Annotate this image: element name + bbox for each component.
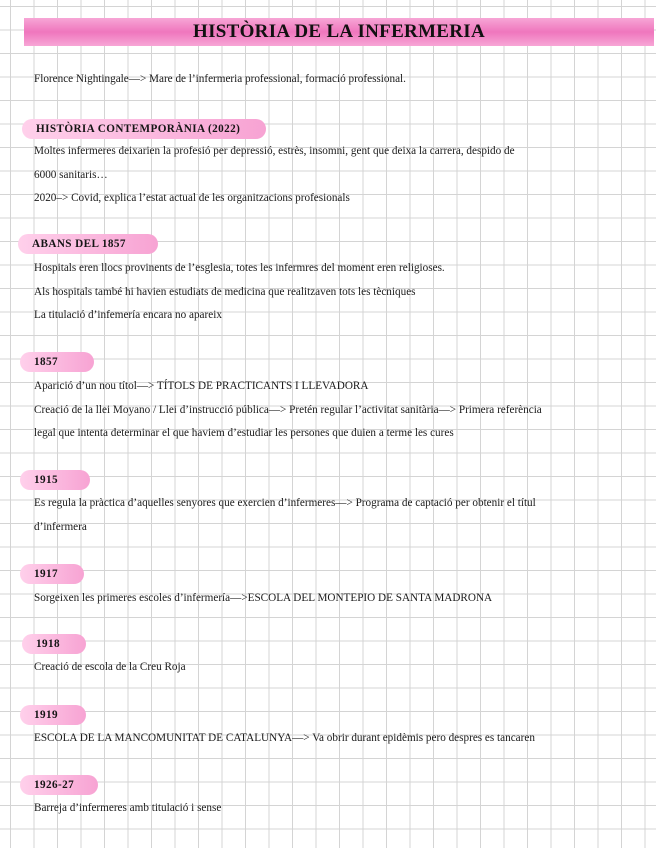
- section-heading: [22, 634, 86, 654]
- section-body: [34, 375, 542, 446]
- section-heading: [22, 119, 266, 139]
- section-line: legal que intenta determinar el que haviem d’estudiar les persones que duien a terme les cures: [34, 427, 454, 439]
- section-heading-label: 1857: [34, 356, 58, 368]
- section-line: Sorgeixen les primeres escoles d’infermería—>ESCOLA DEL MONTEPIO DE SANTA MADRONA: [34, 592, 493, 604]
- section-line: 6000 sanitaris…: [34, 168, 108, 181]
- section-line: Aparició d’un nou títol—> TÍTOLS DE PRACTICANTS I LLEVADORA: [34, 380, 369, 392]
- section-line: Als hospitals també hi havien estudiats de medicina que realitzaven tots les tècniques: [34, 285, 416, 298]
- section-line: La titulació d’infemería encara no apareix: [34, 309, 222, 321]
- section-heading-label: 1917: [34, 568, 58, 580]
- section-line: Hospitals eren llocs provinents de l’esglesia, totes les infermres del moment eren religioses.: [34, 262, 445, 274]
- section-heading-label: 1919: [34, 709, 58, 721]
- section-line: ESCOLA DE LA MANCOMUNITAT DE CATALUNYA—> Va obrir durant epidèmis pero despres es tancaren: [34, 732, 535, 744]
- section-heading: [18, 234, 158, 254]
- section-line: Moltes infermeres deixarien la profesió per depressió, estrès, insomni, gent que deixa la carrera, despido de: [34, 145, 515, 157]
- section-heading-label: 1915: [34, 474, 58, 486]
- section-body: [34, 797, 221, 821]
- section-heading-label: 1926-27: [34, 779, 75, 791]
- section-heading: [20, 470, 90, 490]
- section-heading: [20, 564, 84, 584]
- section-line: Creació de escola de la Creu Roja: [34, 661, 186, 673]
- section-line: Es regula la pràctica d’aquelles senyores que exercien d’infermeres—> Programa de captació per obtenir el títul: [34, 497, 536, 509]
- section-line: 2020–> Covid, explica l’estat actual de les organitzacions profesionals: [34, 192, 350, 204]
- section-heading: [20, 352, 94, 372]
- section-line: d’infermera: [34, 520, 87, 533]
- section-heading: [20, 705, 86, 725]
- section-heading-label: ABANS DEL 1857: [32, 238, 126, 250]
- section-body: [34, 587, 492, 611]
- section-body: [34, 727, 535, 751]
- section-line: Creació de la llei Moyano / Llei d’instrucció pública—> Pretén regular l’activitat sanitària—> Primera referència: [34, 403, 542, 416]
- section-body: [34, 257, 445, 328]
- title-banner: [24, 18, 654, 46]
- section-heading-label: 1918: [36, 638, 60, 650]
- intro-text: Florence Nightingale—> Mare de l’infermeria professional, formació professional.: [34, 73, 406, 85]
- page-title: HISTÒRIA DE LA INFERMERIA: [192, 21, 486, 42]
- section-heading: [20, 775, 98, 795]
- section-line: Barreja d’infermeres amb titulació i sense: [34, 802, 222, 814]
- section-heading-label: HISTÒRIA CONTEMPORÀNIA (2022): [36, 123, 241, 135]
- section-body: [34, 140, 515, 211]
- section-body: [34, 656, 186, 680]
- section-body: [34, 492, 536, 539]
